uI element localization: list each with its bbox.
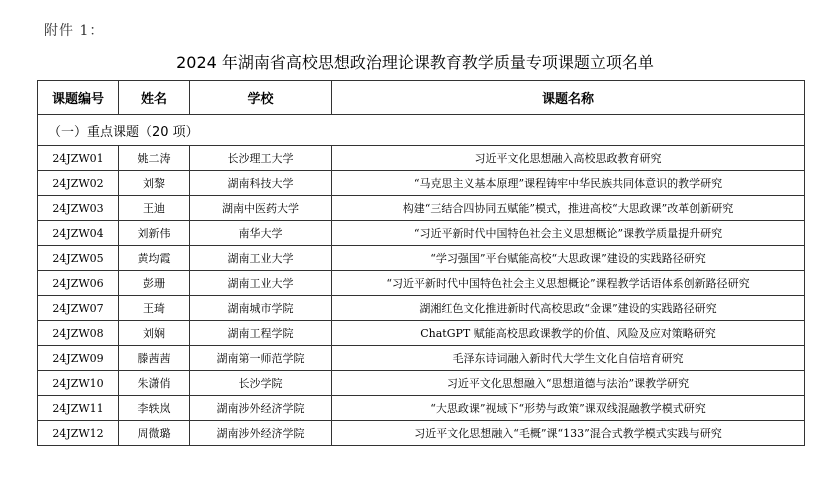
name-cell: 王琦 <box>119 296 190 321</box>
name-cell: 彭珊 <box>119 271 190 296</box>
topic-cell: 习近平文化思想融入高校思政教育研究 <box>332 146 805 171</box>
project-id-cell: 24JZW09 <box>38 346 119 371</box>
header-topic: 课题名称 <box>332 81 805 115</box>
topic-cell: 湖湘红色文化推进新时代高校思政“金课”建设的实践路径研究 <box>332 296 805 321</box>
project-id-cell: 24JZW02 <box>38 171 119 196</box>
header-row <box>38 81 805 115</box>
name-cell: 刘娴 <box>119 321 190 346</box>
table-row <box>38 146 805 171</box>
table-row <box>38 246 805 271</box>
header-project-id: 课题编号 <box>38 81 119 115</box>
name-cell: 黄均霞 <box>119 246 190 271</box>
school-cell: 湖南工程学院 <box>190 321 332 346</box>
table-row <box>38 271 805 296</box>
name-cell: 朱潇俏 <box>119 371 190 396</box>
school-cell: 湖南城市学院 <box>190 296 332 321</box>
topic-cell: “大思政课”视域下“形势与政策”课双线混融教学模式研究 <box>332 396 805 421</box>
table-row <box>38 396 805 421</box>
name-cell: 王迪 <box>119 196 190 221</box>
project-id-cell: 24JZW04 <box>38 221 119 246</box>
table-row <box>38 421 805 446</box>
school-cell: 湖南工业大学 <box>190 271 332 296</box>
project-id-cell: 24JZW10 <box>38 371 119 396</box>
topic-cell: 毛泽东诗词融入新时代大学生文化自信培育研究 <box>332 346 805 371</box>
table-row <box>38 296 805 321</box>
project-list-table <box>37 80 805 446</box>
project-id-cell: 24JZW12 <box>38 421 119 446</box>
project-id-cell: 24JZW08 <box>38 321 119 346</box>
school-cell: 湖南涉外经济学院 <box>190 421 332 446</box>
topic-cell: 习近平文化思想融入“毛概”课“133”混合式教学模式实践与研究 <box>332 421 805 446</box>
school-cell: 南华大学 <box>190 221 332 246</box>
topic-cell: 习近平文化思想融入“思想道德与法治”课教学研究 <box>332 371 805 396</box>
attachment-label: 附件 1： <box>44 23 105 39</box>
table-row <box>38 171 805 196</box>
topic-cell: “学习强国”平台赋能高校“大思政课”建设的实践路径研究 <box>332 246 805 271</box>
topic-cell: ChatGPT 赋能高校思政课教学的价值、风险及应对策略研究 <box>332 321 805 346</box>
project-id-cell: 24JZW05 <box>38 246 119 271</box>
topic-cell: “马克思主义基本原理”课程铸牢中华民族共同体意识的教学研究 <box>332 171 805 196</box>
name-cell: 姚二涛 <box>119 146 190 171</box>
project-id-cell: 24JZW03 <box>38 196 119 221</box>
school-cell: 湖南涉外经济学院 <box>190 396 332 421</box>
project-id-cell: 24JZW06 <box>38 271 119 296</box>
project-id-cell: 24JZW11 <box>38 396 119 421</box>
section-row <box>38 115 805 146</box>
topic-cell: “习近平新时代中国特色社会主义思想概论”课程教学话语体系创新路径研究 <box>332 271 805 296</box>
table-row <box>38 346 805 371</box>
table-row <box>38 221 805 246</box>
header-school: 学校 <box>190 81 332 115</box>
name-cell: 周微璐 <box>119 421 190 446</box>
project-id-cell: 24JZW01 <box>38 146 119 171</box>
section-title: （一）重点课题（20 项） <box>38 115 805 146</box>
name-cell: 李轶岚 <box>119 396 190 421</box>
school-cell: 湖南第一师范学院 <box>190 346 332 371</box>
table-row <box>38 371 805 396</box>
topic-cell: “习近平新时代中国特色社会主义思想概论”课教学质量提升研究 <box>332 221 805 246</box>
table-row <box>38 321 805 346</box>
school-cell: 湖南中医药大学 <box>190 196 332 221</box>
school-cell: 湖南科技大学 <box>190 171 332 196</box>
name-cell: 滕茜茜 <box>119 346 190 371</box>
header-name: 姓名 <box>119 81 190 115</box>
document-title: 2024 年湖南省高校思想政治理论课教育教学质量专项课题立项名单 <box>176 53 654 72</box>
project-id-cell: 24JZW07 <box>38 296 119 321</box>
school-cell: 湖南工业大学 <box>190 246 332 271</box>
name-cell: 刘新伟 <box>119 221 190 246</box>
school-cell: 长沙学院 <box>190 371 332 396</box>
name-cell: 刘黎 <box>119 171 190 196</box>
table-row <box>38 196 805 221</box>
topic-cell: 构建“三结合四协同五赋能”模式，推进高校“大思政课”改革创新研究 <box>332 196 805 221</box>
school-cell: 长沙理工大学 <box>190 146 332 171</box>
